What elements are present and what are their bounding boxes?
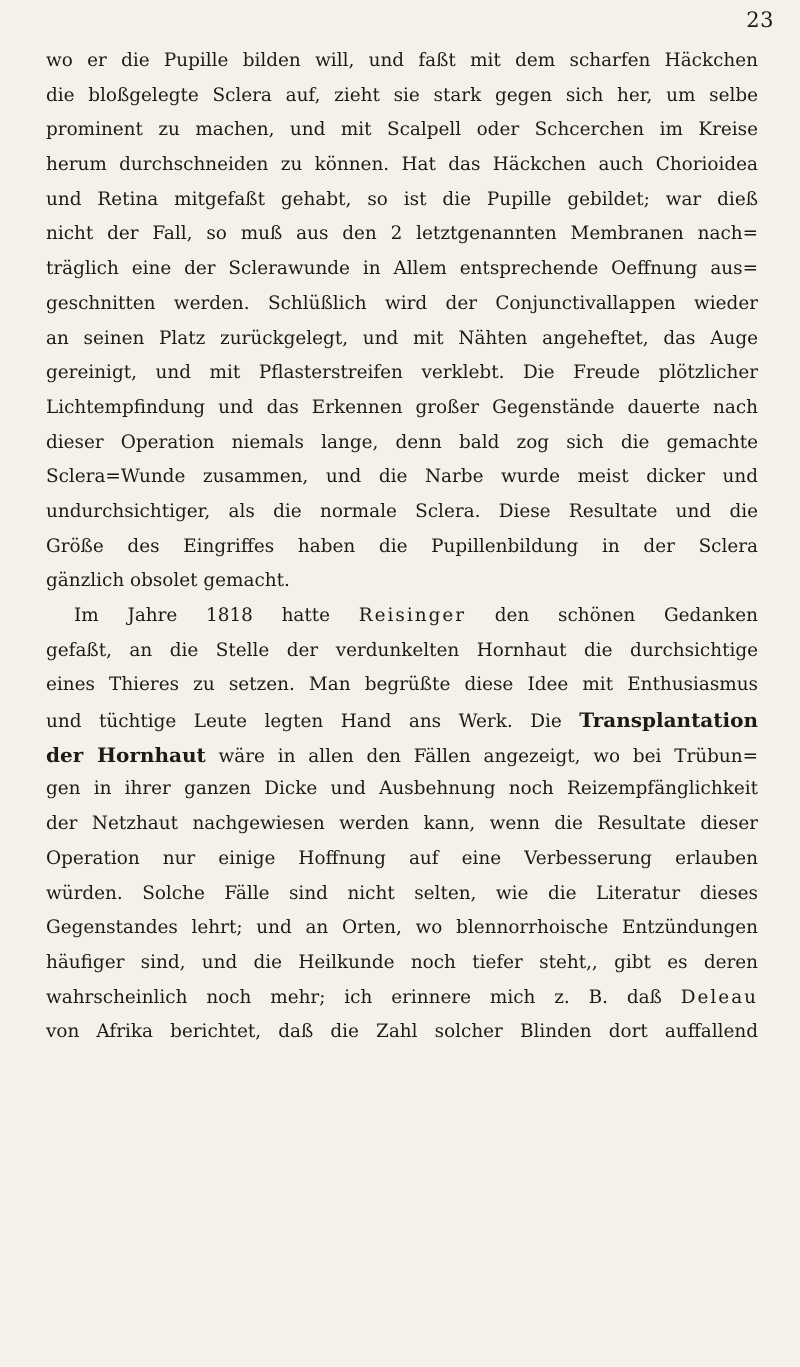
text-line: die bloßgelegte Sclera auf, zieht sie stark gegen sich her, um selbe <box>46 84 758 106</box>
text-line <box>46 599 758 634</box>
heading-der-hornhaut: der Hornhaut <box>46 742 206 767</box>
text-line <box>46 703 758 738</box>
text-line: der Netzhaut nachgewiesen werden kann, wenn die Resultate dieser <box>46 813 758 835</box>
author-name-deleau: Deleau <box>680 986 758 1008</box>
text-fragment: Im Jahre 1818 hatte <box>74 605 359 626</box>
text-line: Operation nur einige Hoffnung auf eine Verbesserung erlauben <box>46 847 758 869</box>
text-line: herum durchschneiden zu können. Hat das Häckchen auch Chorioidea <box>46 154 758 176</box>
text-line <box>46 738 758 773</box>
page-number: 23 <box>746 8 774 32</box>
text-fragment: wahrscheinlich noch mehr; ich erinnere mich z. B. daß <box>46 986 681 1008</box>
text-line: undurchsichtiger, als die normale Sclera. Diese Resultate und die <box>46 500 758 522</box>
text-line: an seinen Platz zurückgelegt, und mit Nähten angeheftet, das Auge <box>46 327 758 349</box>
text-line: prominent zu machen, und mit Scalpell oder Schcerchen im Kreise <box>46 119 758 141</box>
text-line: Gegenstandes lehrt; und an Orten, wo blennorrhoische Entzündungen <box>46 917 758 939</box>
text-fragment: den schönen Gedanken <box>466 605 759 626</box>
text-line: gen in ihrer ganzen Dicke und Ausbehnung noch Reizempfänglichkeit <box>46 778 758 800</box>
text-line: Lichtempfindung und das Erkennen großer Gegenstände dauerte nach <box>46 396 758 418</box>
author-name-reisinger: Reisinger <box>358 605 467 626</box>
text-line: eines Thieres zu setzen. Man begrüßte diese Idee mit Enthusiasmus <box>46 674 758 696</box>
text-line: nicht der Fall, so muß aus den 2 letztgenannten Membranen nach= <box>46 223 758 245</box>
text-line: gereinigt, und mit Pflasterstreifen verklebt. Die Freude plötzlicher <box>46 362 758 384</box>
text-line: würden. Solche Fälle sind nicht selten, wie die Literatur dieses <box>46 882 758 904</box>
text-line: wo er die Pupille bilden will, und faßt mit dem scharfen Häckchen <box>46 50 758 71</box>
text-line: gefaßt, an die Stelle der verdunkelten Hornhaut die durchsichtige <box>46 639 758 661</box>
text-line: von Afrika berichtet, daß die Zahl solcher Blinden dort auffallend <box>46 1021 758 1043</box>
text-fragment: und tüchtige Leute legten Hand ans Werk. Die <box>46 711 562 733</box>
body-text <box>46 44 758 1050</box>
text-line: geschnitten werden. Schlüßlich wird der Conjunctivallappen wieder <box>46 292 758 314</box>
text-fragment: wäre in allen den Fällen angezeigt, wo bei Trübun= <box>205 745 758 767</box>
text-line: Sclera=Wunde zusammen, und die Narbe wurde meist dicker und <box>46 466 758 488</box>
text-line: Größe des Eingriffes haben die Pupillenbildung in der Sclera <box>46 535 758 557</box>
text-line: träglich eine der Sclerawunde in Allem entsprechende Oeffnung aus= <box>46 258 758 280</box>
text-line: und Retina mitgefaßt gehabt, so ist die Pupille gebildet; war dieß <box>46 188 758 210</box>
text-line: gänzlich obsolet gemacht. <box>46 570 290 592</box>
heading-transplantation: Transplantation <box>579 708 758 733</box>
text-line <box>46 981 758 1016</box>
text-line: häufiger sind, und die Heilkunde noch tiefer steht,, gibt es deren <box>46 951 758 973</box>
text-line: dieser Operation niemals lange, denn bald zog sich die gemachte <box>46 431 758 453</box>
